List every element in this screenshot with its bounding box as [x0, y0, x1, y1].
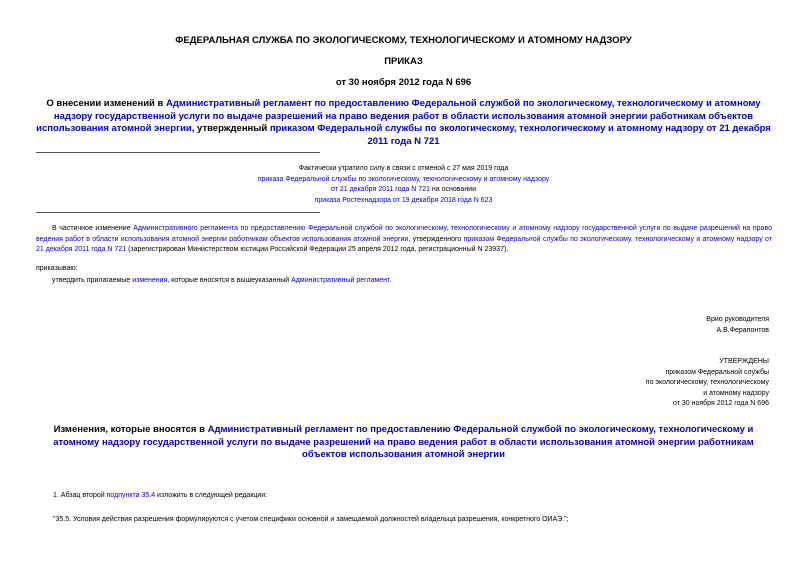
item1-link-subclause[interactable]: подпункта 35.4	[106, 492, 156, 499]
item1-end: изложить в следующей редакции:	[155, 492, 268, 499]
p1-start: В частичное изменение	[52, 225, 134, 232]
org-heading: ФЕДЕРАЛЬНАЯ СЛУЖБА ПО ЭКОЛОГИЧЕСКОМУ, ТЕХНОЛОГИЧЕСКОМУ И АТОМНОМУ НАДЗОРУ	[175, 35, 632, 46]
p3-link-regulation[interactable]: Административный регламент	[291, 277, 390, 284]
changes-link-regulation[interactable]: Административный регламент по предоставлению Федеральной службой по экологическому, технологическому и атомному надзору государственной услуги по выдаче разрешений на право ведения работ в области использования атомной энергии работникам объектов использования атомной энергии	[53, 424, 754, 460]
note-link-rostekhnadzor[interactable]: приказа Ростехнадзора от 19 декабря 2018 года N 623	[314, 196, 493, 204]
change-item-1	[53, 491, 267, 502]
note-on-basis: на основании	[429, 186, 477, 193]
approval-line-2: по экологическому, технологическому	[645, 379, 769, 386]
title-prefix: О внесении изменений в	[46, 98, 166, 109]
body-paragraph-2: приказываю:	[36, 265, 78, 272]
approval-label: УТВЕРЖДЕНЫ	[719, 358, 769, 365]
item1-start: 1. Абзац второй	[53, 492, 107, 499]
divider-top	[36, 152, 320, 153]
approval-line-3: и атомному надзору	[703, 389, 769, 397]
signature-block	[706, 315, 769, 336]
title-middle: , утвержденный	[191, 123, 270, 134]
p3-start: утвердить прилагаемые	[52, 277, 133, 284]
p1-end: (зарегистрирован Министерством юстиции Российской Федерации 25 апреля 2012 года, регистрационный N 23937),	[126, 246, 509, 253]
p3-link-changes[interactable]: изменения	[132, 277, 168, 284]
divider-bottom	[36, 212, 320, 213]
body-paragraph-3	[52, 276, 391, 287]
status-note	[180, 164, 627, 206]
title-link-order[interactable]: приказом Федеральной службы по экологическому, технологическому и атомному надзору от 21 декабря 2011 года N 721	[269, 123, 771, 147]
approval-block	[646, 357, 769, 410]
p3-end: .	[389, 277, 392, 284]
note-line-date	[180, 185, 627, 196]
title-link-regulation[interactable]: Административный регламент по предоставлению Федеральной службой по экологическому, технологическому и атомному надзору государственной услуги по выдаче разрешений на право ведения работ в области использования атомной энергии работникам объектов использования атомной энергии	[36, 98, 761, 134]
p1-link-regulation[interactable]: Административного регламента по предоставлению Федеральной службой по экологическому, технологическому и атомному надзору государственной услуги по выдаче разрешений на право ведения работ в области использования атомной энергии работникам объектов использования атомной энергии	[36, 225, 772, 243]
signature-name: А.В.Ферапонтов	[716, 326, 769, 334]
note-link-order[interactable]: приказа Федеральной службы по экологическому, технологическому и атомному надзору	[257, 175, 550, 183]
change-item-1-quote: "35.5. Условия действия разрешения формулируются с учетом специфики основной и замещаемой должностей владельца разрешения, конкретного ОИАЭ.";	[53, 516, 569, 523]
p1-mid: , утвержденного	[408, 235, 464, 243]
note-link-date[interactable]: от 21 декабря 2011 года N 721	[330, 186, 430, 193]
signature-position: Врио руководителя	[706, 316, 769, 323]
doc-title	[30, 98, 777, 148]
p1-link-order[interactable]: приказом Федеральной службы по экологическому, технологическому и атомному надзору от 21 декабря 2011 года N 721	[36, 235, 772, 253]
doc-date-number: от 30 ноября 2012 года N 696	[335, 77, 472, 88]
changes-heading	[30, 424, 777, 462]
p3-mid: , которые вносятся в вышеуказанный	[167, 277, 292, 284]
doc-type-heading: ПРИКАЗ	[384, 56, 423, 67]
changes-prefix: Изменения, которые вносятся в	[53, 424, 208, 435]
note-line: Фактически утратило силу в связи с отменой с 27 мая 2019 года	[298, 165, 509, 172]
approval-line-1: приказом Федеральной службы	[665, 368, 769, 376]
body-paragraph-1	[36, 224, 772, 256]
approval-line-4: от 30 ноября 2012 года N 696	[673, 400, 769, 407]
